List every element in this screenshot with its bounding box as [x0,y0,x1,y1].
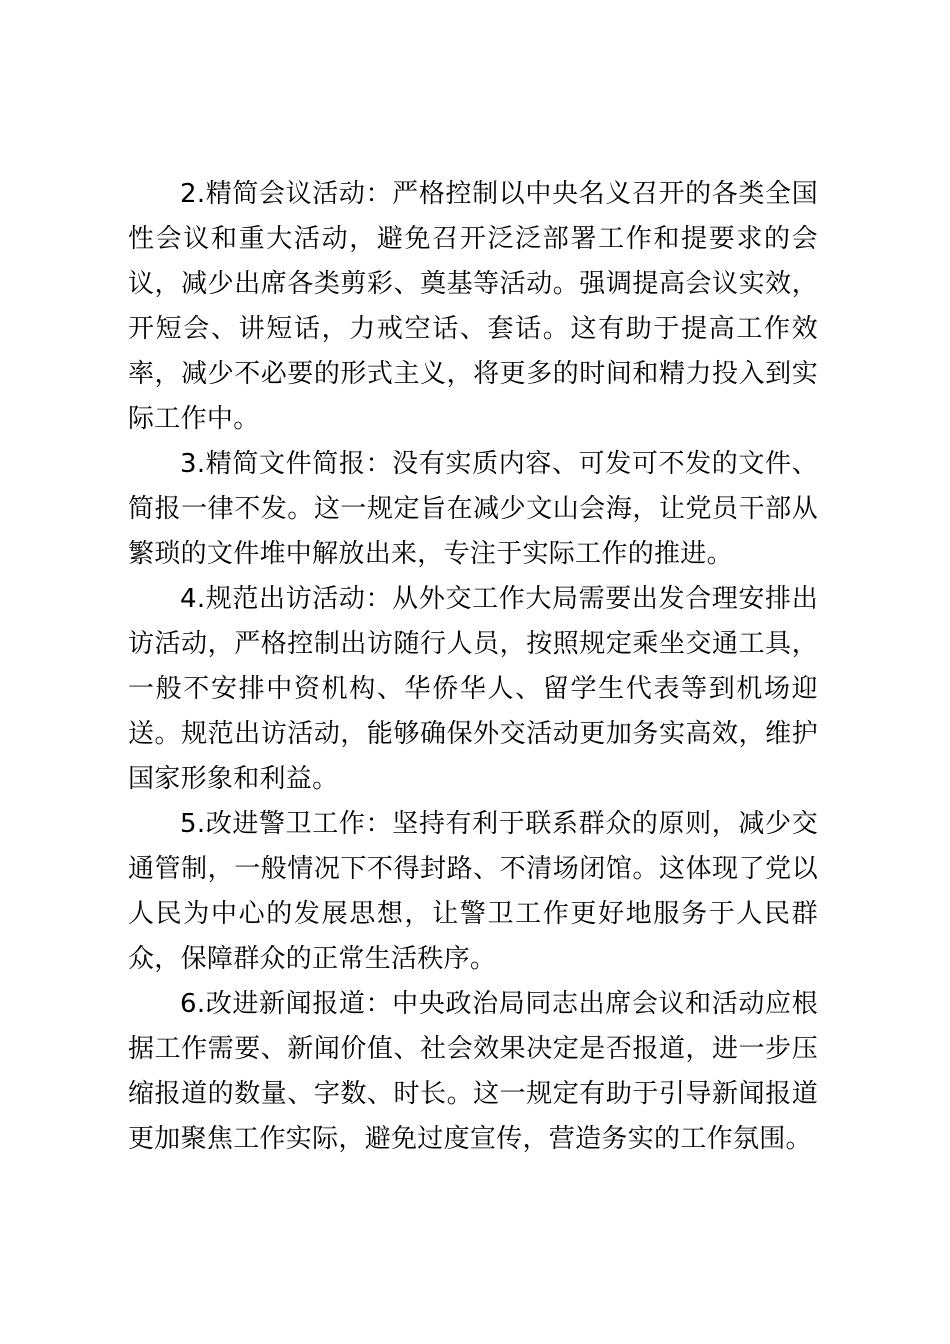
paragraph-item-5-security: 5.改进警卫工作：坚持有利于联系群众的原则，减少交通管制，一般情况下不得封路、不清场闭馆。这体现了党以人民为中心的发展思想，让警卫工作更好地服务于人民群众，保障群众的正常生活秩序。 [128,809,818,974]
document-body [128,172,818,1162]
paragraph-item-3-documents: 3.精简文件简报：没有实质内容、可发可不发的文件、简报一律不发。这一规定旨在减少文山会海，让党员干部从繁琐的文件堆中解放出来，专注于实际工作的推进。 [128,449,818,569]
paragraph-item-6-news: 6.改进新闻报道：中央政治局同志出席会议和活动应根据工作需要、新闻价值、社会效果决定是否报道，进一步压缩报道的数量、字数、时长。这一规定有助于引导新闻报道更加聚焦工作实际，避免过度宣传，营造务实的工作氛围。 [128,989,818,1154]
paragraph-item-2-meetings: 2.精简会议活动：严格控制以中央名义召开的各类全国性会议和重大活动，避免召开泛泛部署工作和提要求的会议，减少出席各类剪彩、奠基等活动。强调提高会议实效，开短会、讲短话，力戒空话、套话。这有助于提高工作效率，减少不必要的形式主义，将更多的时间和精力投入到实际工作中。 [128,179,818,434]
paragraph-item-4-visits: 4.规范出访活动：从外交工作大局需要出发合理安排出访活动，严格控制出访随行人员，按照规定乘坐交通工具，一般不安排中资机构、华侨华人、留学生代表等到机场迎送。规范出访活动，能够确保外交活动更加务实高效，维护国家形象和利益。 [128,584,818,794]
